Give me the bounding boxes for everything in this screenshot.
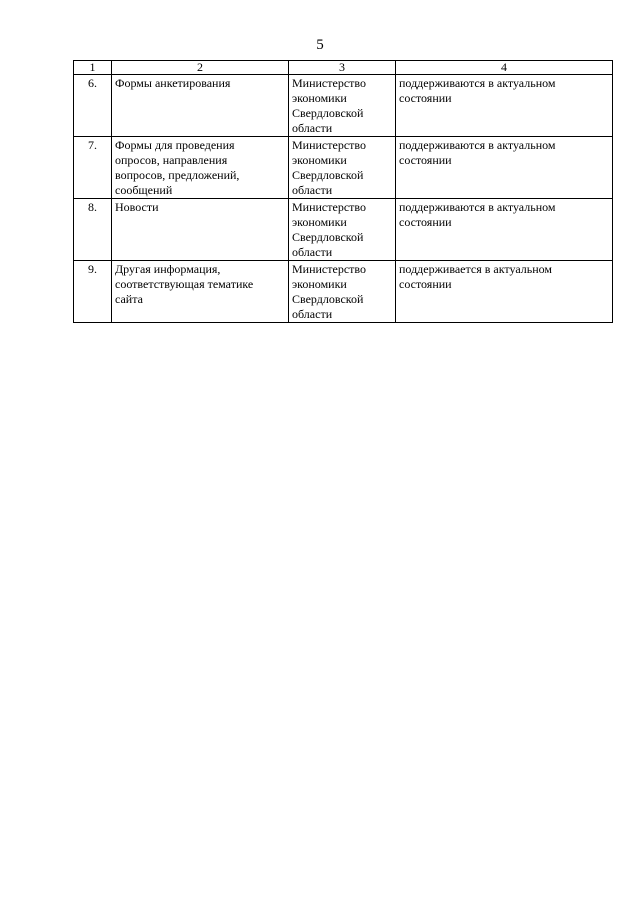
name-cell [112,75,289,137]
responsible-body: Министерство экономики Свердловской области [292,76,366,135]
header-cell-3: 3 [289,61,396,75]
table-row [74,137,613,199]
row-number: 8. [88,200,97,214]
responsible-cell [289,199,396,261]
responsible-cell [289,137,396,199]
table-row [74,75,613,137]
row-number: 7. [88,138,97,152]
item-name: Другая информация, соответствующая тематике сайта [115,262,254,306]
item-name: Формы анкетирования [115,76,231,90]
row-number-cell [74,199,112,261]
name-cell [112,261,289,323]
name-cell [112,199,289,261]
status-cell [396,137,613,199]
status-text: поддерживаются в актуальном состоянии [399,138,556,167]
responsible-cell [289,75,396,137]
header-cell-1: 1 [74,61,112,75]
header-cell-4: 4 [396,61,613,75]
status-text: поддерживаются в актуальном состоянии [399,200,556,229]
header-cell-2: 2 [112,61,289,75]
responsible-body: Министерство экономики Свердловской области [292,138,366,197]
item-name: Новости [115,200,159,214]
responsible-body: Министерство экономики Свердловской области [292,200,366,259]
info-table [73,60,613,323]
status-cell [396,261,613,323]
responsible-cell [289,261,396,323]
table-row [74,199,613,261]
table-row [74,261,613,323]
row-number-cell [74,137,112,199]
row-number: 9. [88,262,97,276]
status-text: поддерживаются в актуальном состоянии [399,76,556,105]
responsible-body: Министерство экономики Свердловской области [292,262,366,321]
item-name: Формы для проведения опросов, направления вопросов, предложений, сообщений [115,138,240,197]
status-text: поддерживается в актуальном состоянии [399,262,552,291]
table-header-row [74,61,613,75]
status-cell [396,75,613,137]
row-number-cell [74,261,112,323]
name-cell [112,137,289,199]
status-cell [396,199,613,261]
page-number: 5 [316,37,324,53]
row-number-cell [74,75,112,137]
row-number: 6. [88,76,97,90]
